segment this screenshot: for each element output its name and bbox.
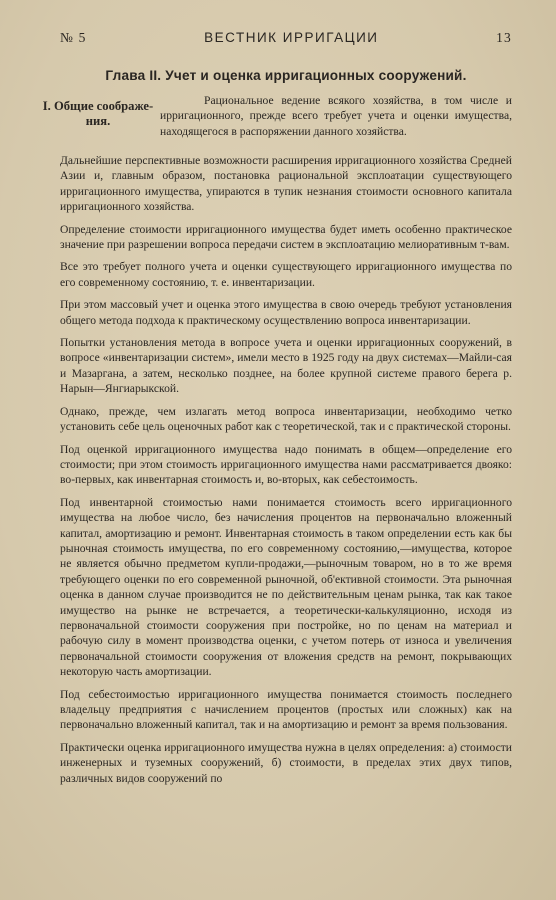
issue-number: № 5 [60, 30, 87, 45]
body-text [60, 153, 512, 786]
opening-text: Рациональное ведение всякого хозяйства, в том числе и ирригационного, прежде всего требует учета и оценки имущества, находящегося в распоряжении данного хозяйства. [160, 94, 512, 138]
paragraph: Под инвентарной стоимостью нами понимается стоимость всего ирригационного имущества на любое число, без начисления процентов на первоначально вложенный капитал, амортизацию и ремонт. Инвентарная стоимость в таком определении есть как бы рыночная стоимость имущества, по его современному состоянию,—имущества, которое не является обычно предметом купли-продажи,—рыночным товаром, но в то же время требующего оценки по его современной рыночной, об'ективной стоимости. Эта рыночная оценка в данном случае производится не по действительным ценам рынка, так как такое имущество на рынке не встречается, а теоретически-калькуляционно, исходя из первоначальной стоимости сооружения при постройке, но по ценам на материал и рабочую силу в момент производства оценки, с учетом потерь от износа и увеличения первоначальной стоимости сооружения от вложения средств на ремонт, покрывающих некоторую часть амортизации. [60, 495, 512, 679]
paragraph: Дальнейшие перспективные возможности расширения ирригационного хозяйства Средней Азии и, главным образом, постановка рациональной эксплоатации существующего ирригационного имущества, упираются в тупик незнания стоимости основного капитала ирригационного хозяйства. [60, 154, 512, 214]
paragraph: Практически оценка ирригационного имущества нужна в целях определения: а) стоимости инженерных и туземных сооружений, б) стоимости, в пределах этих двух типов, различных видов сооружений по [60, 740, 512, 785]
page-header [60, 30, 512, 52]
opening-paragraph [60, 93, 512, 139]
journal-title: ВЕСТНИК ИРРИГАЦИИ [204, 30, 379, 45]
chapter-title: Глава II. Учет и оценка ирригационных сооружений. [105, 68, 467, 83]
section-heading: I. Общие соображе-ния. [42, 99, 154, 128]
paragraph: Попытки установления метода в вопросе учета и оценки ирригационных сооружений, в вопросе «инвентаризации систем», имели место в 1925 году на двух системах—Майли-сая и Мазаргана, а затем, несколько позднее, на более крупной системе правого берега р. Нарын—Янгиарыкской. [60, 336, 512, 396]
paragraph: Все это требует полного учета и оценки существующего ирригационного имущества по его современному состоянию, т. е. инвентаризации. [60, 260, 512, 289]
paragraph: Определение стоимости ирригационного имущества будет иметь особенно практическое значение при разрешении вопроса передачи систем в эксплоатацию мелиоративным т-вам. [60, 222, 512, 252]
paragraph: Под себестоимостью ирригационного имущества понимается стоимость последнего владельцу предприятия с начислением процентов (простых или сложных) как на первоначально вложенный капитал, так и на амортизацию и ремонт за время пользования. [60, 687, 512, 732]
paragraph: Под оценкой ирригационного имущества надо понимать в общем—определение его стоимости; при этом стоимость ирригационного имущества нами рассматривается двояко: во-первых, как инвентарная стоимость и, во-вторых, как себестоимость. [60, 442, 512, 487]
paragraph: Однако, прежде, чем излагать метод вопроса инвентаризации, необходимо четко установить себе цель оценочных работ как с теоретической, так и с практической стороны. [60, 404, 512, 434]
section-intro [42, 93, 512, 153]
paragraph: При этом массовый учет и оценка этого имущества в свою очередь требуют установления общего метода подхода к практическому осуществлению вопроса инвентаризации. [60, 298, 512, 327]
page-number: 13 [496, 30, 512, 45]
